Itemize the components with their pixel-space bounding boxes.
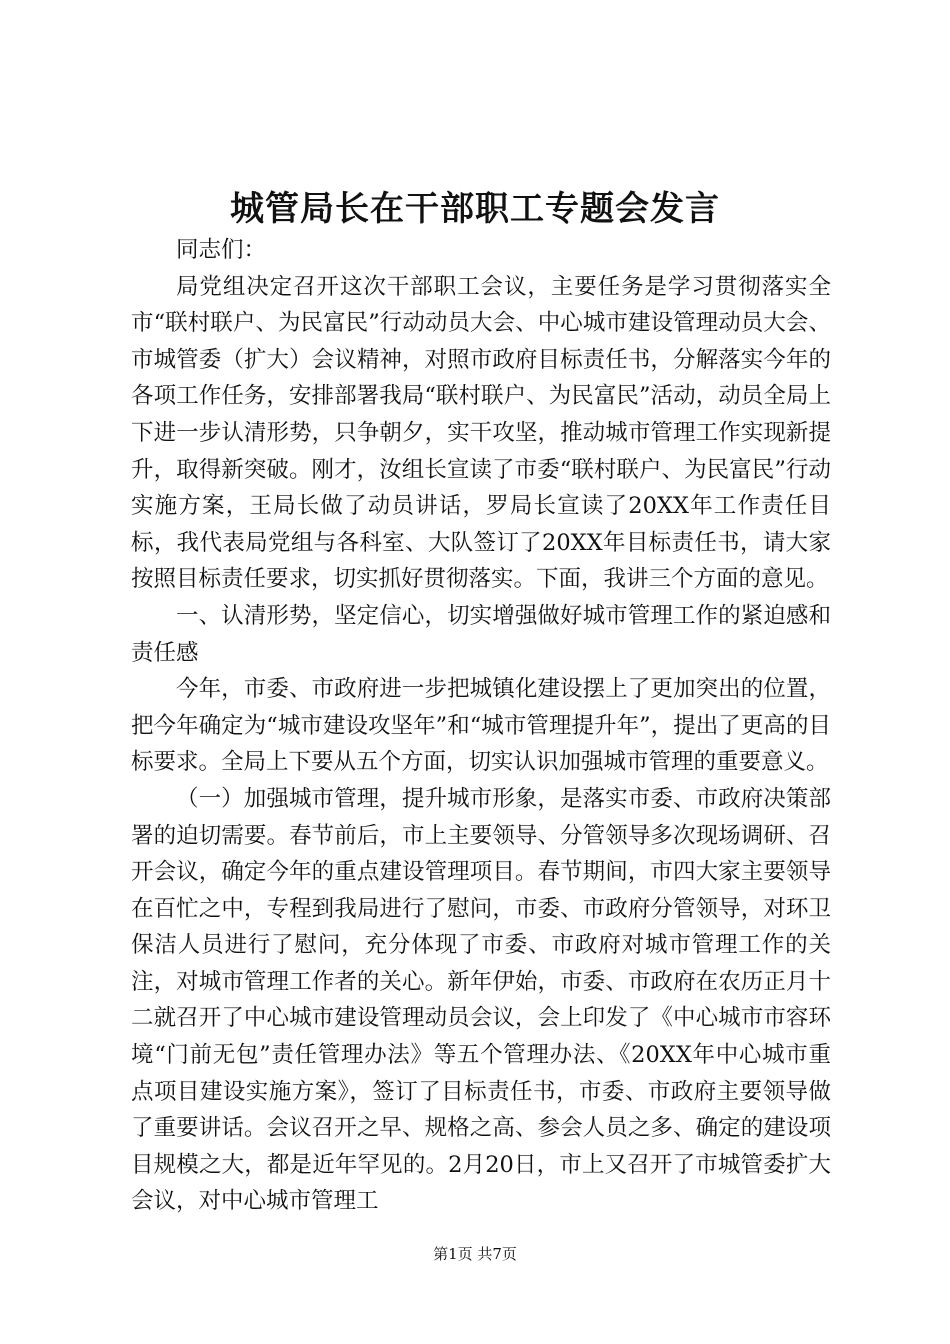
paragraph-subsection-1: （一）加强城市管理，提升城市形象，是落实市委、市政府决策部署的迫切需要。春节前后，市上主要领导、分管领导多次现场调研、召开会议，确定今年的重点建设管理项目。春节期间，市四大家主要领导在百忙之中，专程到我局进行了慰问，市委、市政府分管领导，对环卫保洁人员进行了慰问，充分体现了市委、市政府对城市管理工作的关注，对城市管理工作者的关心。新年伊始，市委、市政府在农历正月十二就召开了中心城市建设管理动员会议，会上印发了《中心城市市容环境“门前无包”责任管理办法》等五个管理办法、《20XX年中心城市重点项目建设实施方案》，签订了目标责任书，市委、市政府主要领导做了重要讲话。会议召开之早、规格之高、参会人员之多、确定的建设项目规模之大，都是近年罕见的。2月20日，市上又召开了市城管委扩大会议，对中心城市管理工 [131, 785, 831, 1215]
salutation: 同志们： [176, 237, 267, 263]
section-heading-1: 一、认清形势，坚定信心，切实增强做好城市管理工作的紧迫感和责任感 [131, 602, 831, 666]
paragraph-situation: 今年，市委、市政府进一步把城镇化建设摆上了更加突出的位置，把今年确定为“城市建设攻坚年”和“城市管理提升年”，提出了更高的目标要求。全局上下要从五个方面，切实认识加强城市管理的重要意义。 [131, 676, 831, 776]
page-number-footer: 第1页 共7页 [433, 1245, 517, 1263]
paragraph-intro: 局党组决定召开这次干部职工会议，主要任务是学习贯彻落实全市“联村联户、为民富民”行动动员大会、中心城市建设管理动员大会、市城管委（扩大）会议精神，对照市政府目标责任书，分解落实今年的各项工作任务，安排部署我局“联村联户、为民富民”活动，动员全局上下进一步认清形势，只争朝夕，实干攻坚，推动城市管理工作实现新提升，取得新突破。刚才，汝组长宣读了市委“联村联户、为民富民”行动实施方案，王局长做了动员讲话，罗局长宣读了20XX年工作责任目标，我代表局党组与各科室、大队签订了20XX年目标责任书，请大家按照目标责任要求，切实抓好贯彻落实。下面，我讲三个方面的意见。 [131, 273, 831, 593]
document-title: 城管局长在干部职工专题会发言 [230, 189, 720, 229]
document-body [131, 232, 831, 1220]
